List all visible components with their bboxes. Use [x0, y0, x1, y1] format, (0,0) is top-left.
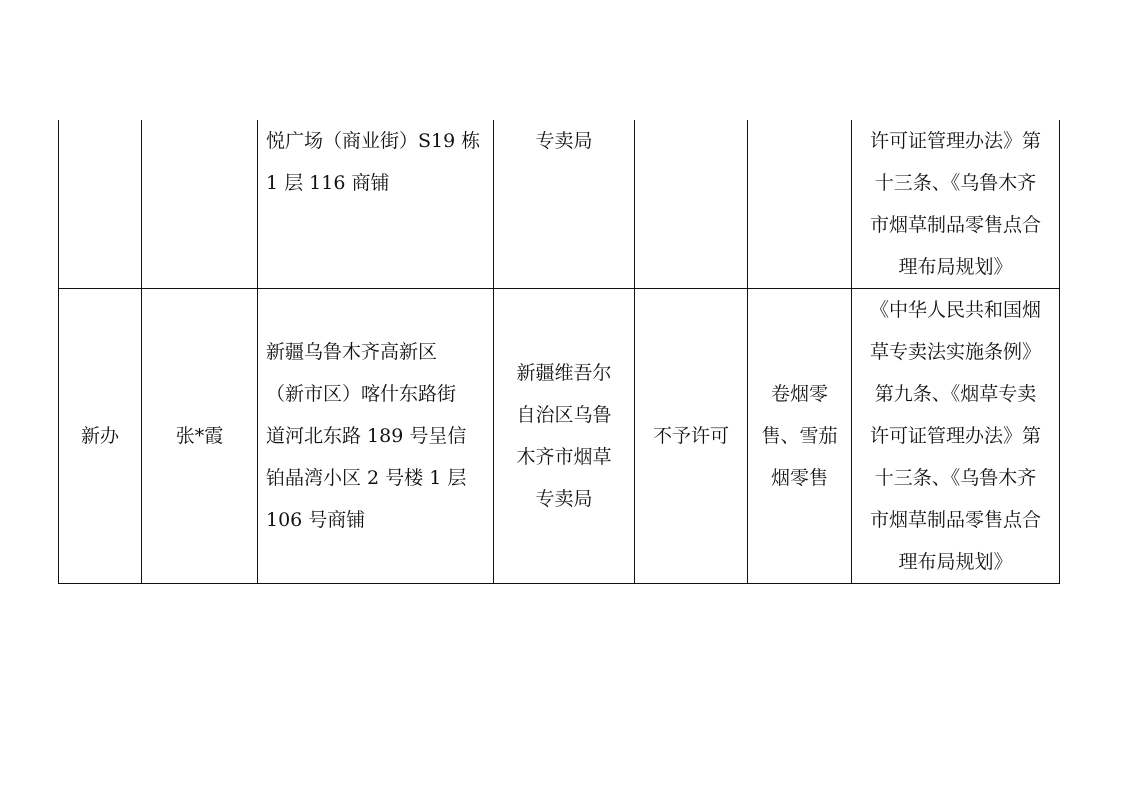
- business-scope-cell: 卷烟零 售、雪茄 烟零售: [748, 289, 852, 584]
- decision-cell: 不予许可: [635, 289, 748, 584]
- table-row-continued: [59, 120, 1060, 289]
- table-row: [59, 289, 1060, 584]
- applicant-name-cell: [142, 120, 258, 289]
- issuing-authority-cell: 专卖局: [494, 120, 635, 289]
- business-address-cell: 悦广场（商业街）S19 栋 1 层 116 商铺: [258, 120, 494, 289]
- application-type-cell: [59, 120, 142, 289]
- business-address-cell: 新疆乌鲁木齐高新区 （新市区）喀什东路街 道河北东路 189 号呈信 铂晶湾小区 2 号楼 1 层 106 号商铺: [258, 289, 494, 584]
- permit-decision-table: [58, 120, 1060, 584]
- legal-basis-cell: 许可证管理办法》第 十三条、《乌鲁木齐 市烟草制品零售点合 理布局规划》: [852, 120, 1060, 289]
- application-type-cell: 新办: [59, 289, 142, 584]
- business-scope-cell: [748, 120, 852, 289]
- applicant-name-cell: 张*霞: [142, 289, 258, 584]
- issuing-authority-cell: 新疆维吾尔 自治区乌鲁 木齐市烟草 专卖局: [494, 289, 635, 584]
- legal-basis-cell: 《中华人民共和国烟 草专卖法实施条例》 第九条、《烟草专卖 许可证管理办法》第 十三条、《乌鲁木齐 市烟草制品零售点合 理布局规划》: [852, 289, 1060, 584]
- decision-cell: [635, 120, 748, 289]
